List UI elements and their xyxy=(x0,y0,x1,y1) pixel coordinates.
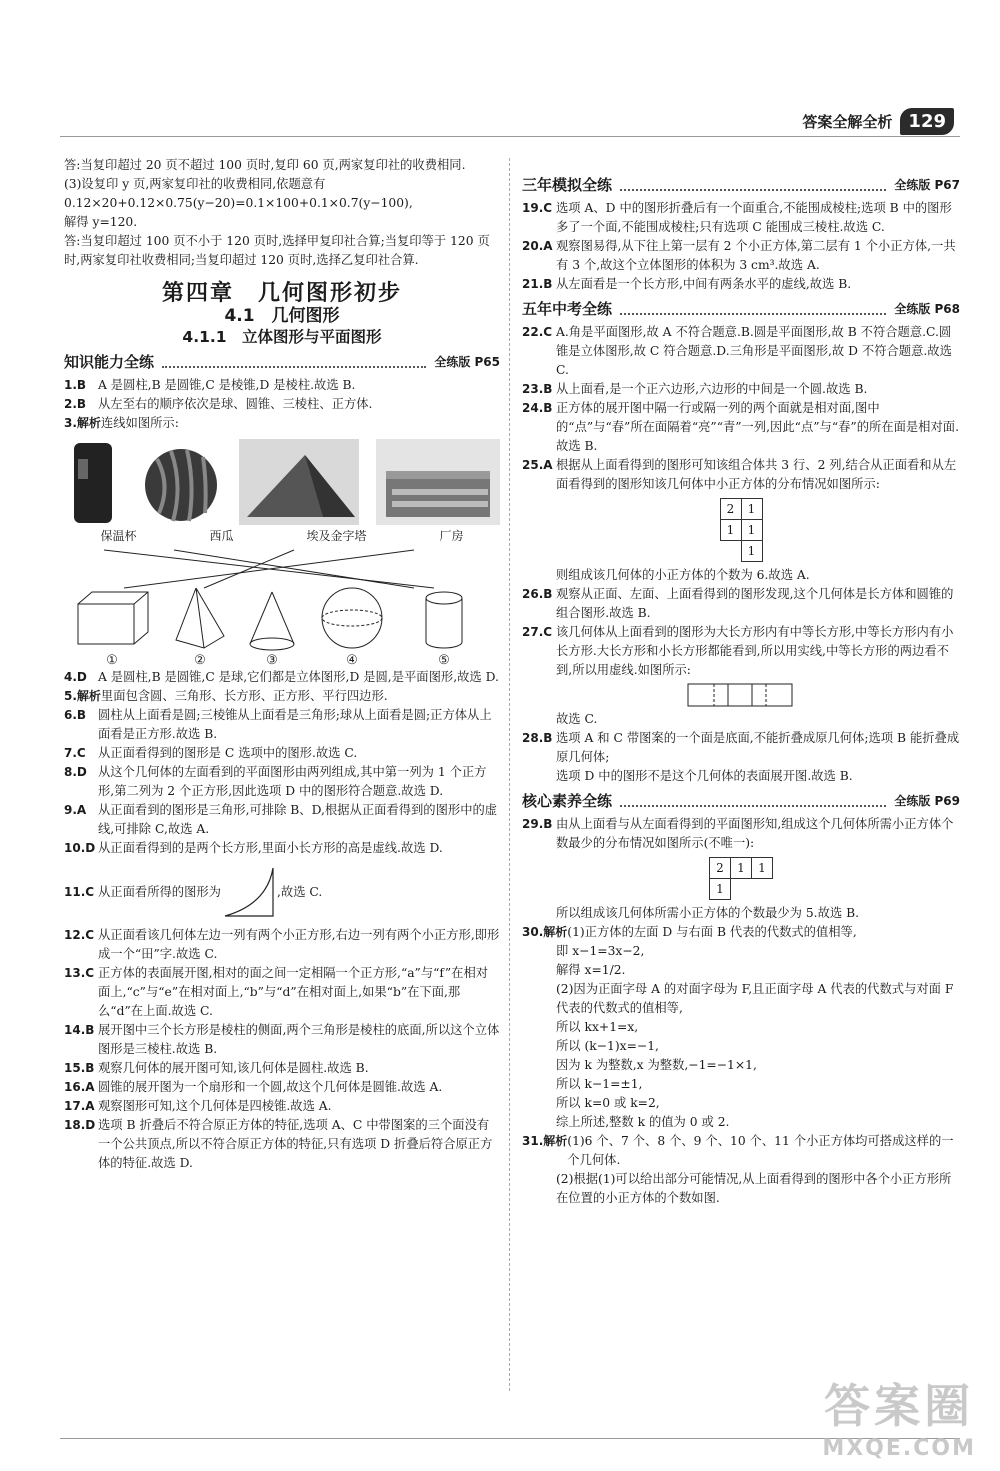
answer-item xyxy=(64,687,500,706)
intro-line: 0.12×20+0.12×0.75(y−20)=0.1×100+0.1×0.7(y−100), xyxy=(64,196,413,210)
top-view-figure xyxy=(686,680,796,710)
answer-number: 6.B xyxy=(64,708,87,722)
answer-text: 选项 A、D 中的图形折叠后有一个面重合,不能围成棱柱;选项 B 中的图形多了一个面,不能围成棱柱;只有选项 C 能围成三棱柱.故选 C. xyxy=(556,201,952,234)
answer-item xyxy=(522,399,960,456)
answer-number: 28.B xyxy=(522,731,553,745)
answer-text: 从正面看该几何体左边一列有两个小正方形,右边一列有两个小正方形,即形成一个“田”字.故选 C. xyxy=(98,928,500,961)
answer-number xyxy=(522,1056,556,1075)
grid-cell: 1 xyxy=(710,879,731,900)
answer-number: 7.C xyxy=(64,746,86,760)
answer-item xyxy=(64,1078,500,1097)
answer-number: 24.B xyxy=(522,401,553,415)
answer-number: 12.C xyxy=(64,928,95,942)
cube-count-grid xyxy=(720,498,763,562)
answer-item xyxy=(64,763,500,801)
answer-item xyxy=(64,376,500,395)
answer-item xyxy=(64,1059,500,1078)
answer-number xyxy=(522,980,556,1018)
answer-text: 正方体的展开图中隔一行或隔一列的两个面就是相对面,图中的“点”与“春”所在面隔着“亮”“青”一列,因此“点”与“春”的所在面是相对面.故选 B. xyxy=(556,401,959,453)
answer-number xyxy=(522,767,556,786)
answer-number: 22.C xyxy=(522,325,553,339)
subsection-title: 4.1.1 立体图形与平面图形 xyxy=(182,328,382,346)
answer-item xyxy=(522,961,960,980)
grid-cell: 1 xyxy=(741,520,762,541)
photo-label: 西瓜 xyxy=(209,529,234,543)
photo-label: 埃及金字塔 xyxy=(306,529,367,543)
answer-text: A.角是平面图形,故 A 不符合题意.B.圆是平面图形,故 B 不符合题意.C.圆锥是立体图形,故 C 符合题意.D.三角形是平面图形,故 D 不符合题意.故选 C. xyxy=(556,325,952,377)
answer-text: 连线如图所示: xyxy=(100,416,179,430)
answer-item xyxy=(64,395,500,414)
answer-number: 10.D xyxy=(64,841,96,855)
pyramid-photo xyxy=(239,439,359,525)
answer-text: 里面包含圆、三角形、长方形、正方形、平行四边形. xyxy=(100,689,388,703)
watermelon-photo xyxy=(141,439,221,525)
answer-item xyxy=(522,767,960,786)
answer-item xyxy=(522,1018,960,1037)
front-view-figure xyxy=(221,864,277,920)
header-title: 答案全解全析 xyxy=(802,113,893,131)
answer-text: (1)6 个、7 个、8 个、9 个、10 个、11 个小正方体均可搭成这样的一个几何体. xyxy=(567,1134,954,1167)
band-title: 知识能力全练 xyxy=(64,353,155,371)
answer-text: 观察几何体的展开图可知,该几何体是圆柱.故选 B. xyxy=(98,1061,369,1075)
section-band xyxy=(64,353,500,372)
answer-number: 13.C xyxy=(64,966,95,980)
answer-text: 正方体的表面展开图,相对的面之间一定相隔一个正方形,“a”与“f”在相对面上,“c”与“e”在相对面上,“b”与“d”在相对面上,如果“b”在下面,那么“d”在上面.故选 C. xyxy=(98,966,489,1018)
answer-text: 从上面看,是一个正六边形,六边形的中间是一个圆.故选 B. xyxy=(556,382,868,396)
answer-item xyxy=(522,980,960,1018)
band-dots xyxy=(620,304,886,315)
shape-label: ② xyxy=(194,653,206,668)
answer-text: 根据从上面看得到的图形可知该组合体共 3 行、2 列,结合从正面看和从左面看得到的图形知该几何体中小正方体的分布情况如图所示: xyxy=(556,458,957,491)
factory-photo xyxy=(376,439,500,525)
answer-text: 圆柱从上面看是圆;三棱锥从上面看是三角形;球从上面看是圆;正方体从上面看是正方形.故选 B. xyxy=(98,708,492,741)
answer-number: 15.B xyxy=(64,1061,95,1075)
band-dots xyxy=(620,796,886,807)
object-photos xyxy=(64,439,500,525)
answer-number: 3.解析 xyxy=(64,416,101,430)
answer-item xyxy=(522,199,960,237)
answer-item xyxy=(64,744,500,763)
match-line xyxy=(124,550,414,588)
section-title: 4.1 几何图形 xyxy=(224,306,340,326)
band-version: 全练版 P68 xyxy=(894,302,960,316)
page-number: 129 xyxy=(900,108,954,135)
answer-number: 4.D xyxy=(64,670,87,684)
band-version: 全练版 P69 xyxy=(894,794,960,808)
section-band xyxy=(522,792,960,811)
answer-text: 所以 k=0 或 k=2, xyxy=(556,1096,660,1110)
answer-text: 选项 A 和 C 带图案的一个面是底面,不能折叠成原几何体;选项 B 能折叠成原几何体; xyxy=(556,731,960,764)
answer-text: 展开图中三个长方形是棱柱的侧面,两个三角形是棱柱的底面,所以这个立体图形是三棱柱.故选 B. xyxy=(98,1023,500,1056)
grid-cell: 1 xyxy=(731,858,752,879)
header-rule xyxy=(60,136,960,137)
answer-item xyxy=(522,815,960,853)
answer-number: 16.A xyxy=(64,1080,95,1094)
answer-text: 所以 kx+1=x, xyxy=(556,1020,639,1034)
band-title: 核心素养全练 xyxy=(522,792,613,810)
answer-item xyxy=(522,237,960,275)
answer-item xyxy=(522,456,960,494)
thermos-photo xyxy=(64,439,124,525)
shape-label: ⑤ xyxy=(438,653,450,668)
answer-text: 由从上面看与从左面看得到的平面图形知,组成这个几何体所需小正方体个数最少的分布情况如图所示(不唯一): xyxy=(556,817,954,850)
grid-cell: 2 xyxy=(710,858,731,879)
answer-item xyxy=(64,1097,500,1116)
matching-diagram xyxy=(64,548,500,668)
answer-text: 解得 x=1/2. xyxy=(556,963,626,977)
answer-number: 19.C xyxy=(522,201,553,215)
grid-cell xyxy=(720,541,741,562)
answer-item xyxy=(522,623,960,680)
watermark-logo: 答案圈 xyxy=(824,1379,975,1433)
answer-number: 21.B xyxy=(522,277,553,291)
grid-cell xyxy=(731,879,752,900)
answer-item xyxy=(522,1170,960,1208)
right-column xyxy=(522,170,960,1208)
answer-text: 从左面看是一个长方形,中间有两条水平的虚线,故选 B. xyxy=(556,277,852,291)
answer-item xyxy=(522,1075,960,1094)
shape-label: ③ xyxy=(266,653,278,668)
answer-item xyxy=(64,668,500,687)
shape-label: ④ xyxy=(346,653,358,668)
answer-text: 则组成该几何体的小正方体的个数为 6.故选 A. xyxy=(556,568,810,582)
answer-item xyxy=(64,964,500,1021)
column-divider xyxy=(509,158,510,1391)
answer-number: 17.A xyxy=(64,1099,95,1113)
answer-number: 26.B xyxy=(522,587,553,601)
answer-number: 5.解析 xyxy=(64,689,101,703)
band-title: 三年模拟全练 xyxy=(522,176,613,194)
answer-number xyxy=(522,1094,556,1113)
answer-item xyxy=(64,801,500,839)
answer-text: A 是圆柱,B 是圆锥,C 是球,它们都是立体图形,D 是圆,是平面图形,故选 D. xyxy=(98,670,499,684)
answer-item xyxy=(522,942,960,961)
answer-number: 11.C xyxy=(64,884,95,899)
answer-text: 因为 k 为整数,x 为整数,−1=−1×1, xyxy=(556,1058,757,1072)
answer-text: 故选 C. xyxy=(556,712,598,726)
chapter-title: 第四章 几何图形初步 xyxy=(161,281,402,306)
answer-text: 选项 D 中的图形不是这个几何体的表面展开图.故选 B. xyxy=(556,769,853,783)
answer-item xyxy=(64,864,500,920)
answer-item xyxy=(522,585,960,623)
answer-text: 从正面看得到的图形是 C 选项中的图形.故选 C. xyxy=(98,746,358,760)
answer-number: 25.A xyxy=(522,458,553,472)
grid-cell: 1 xyxy=(720,520,741,541)
answer-number xyxy=(522,1075,556,1094)
answer-text: 从这个几何体的左面看到的平面图形由两列组成,其中第一列为 1 个正方形,第二列为 2 个正方形,因此选项 D 中的图形符合题意.故选 D. xyxy=(98,765,487,798)
photo-label: 保温杯 xyxy=(100,529,137,543)
answer-number xyxy=(522,1113,556,1132)
answer-number: 1.B xyxy=(64,378,87,392)
answer-item xyxy=(522,1056,960,1075)
answer-number xyxy=(522,942,556,961)
watermark xyxy=(822,1370,976,1461)
answer-item xyxy=(522,1132,960,1170)
answer-text: 选项 B 折叠后不符合原正方体的特征,选项 A、C 中带图案的三个面没有一个公共顶点,所以不符合原正方体的特征,只有选项 D 折叠后符合原正方体的特征.故选 D. xyxy=(98,1118,493,1170)
answer-text: 从正面看得到的是两个长方形,里面小长方形的高是虚线.故选 D. xyxy=(98,841,443,855)
answer-text: ,故选 C. xyxy=(276,884,323,899)
answer-item xyxy=(64,926,500,964)
answer-text: 观察图形可知,这个几何体是四棱锥.故选 A. xyxy=(98,1099,332,1113)
answer-number: 18.D xyxy=(64,1118,96,1132)
answer-number: 2.B xyxy=(64,397,87,411)
answer-item xyxy=(522,275,960,294)
answer-number xyxy=(522,961,556,980)
cone-shape xyxy=(250,592,294,650)
band-version: 全练版 P65 xyxy=(434,355,500,369)
grid-cell: 1 xyxy=(752,858,773,879)
photo-labels xyxy=(64,527,500,546)
answer-number: 30.解析 xyxy=(522,925,568,939)
answer-item xyxy=(64,1021,500,1059)
photo-label: 厂房 xyxy=(439,529,464,543)
grid-cell: 1 xyxy=(741,499,762,520)
answer-text: 该几何体从上面看到的图形为大长方形内有中等长方形,中等长方形内有小长方形.大长方形和小长方形都能看到,所以用实线,中等长方形的两边看不到,所以用虚线.如图所示: xyxy=(556,625,954,677)
answer-number: 29.B xyxy=(522,817,553,831)
answer-number xyxy=(522,1037,556,1056)
answer-number: 27.C xyxy=(522,625,553,639)
band-dots xyxy=(162,357,426,368)
watermark-url: MXQE.COM xyxy=(822,1436,976,1461)
answer-item xyxy=(522,1037,960,1056)
grid-cell xyxy=(752,879,773,900)
answer-item xyxy=(522,923,960,942)
answer-text: 观察图易得,从下往上第一层有 2 个小正方体,第二层有 1 个小正方体,一共有 3 个,故这个立体图形的体积为 3 cm³.故选 A. xyxy=(556,239,956,272)
grid-cell: 1 xyxy=(741,541,762,562)
answer-text: (2)因为正面字母 A 的对面字母为 F,且正面字母 A 代表的代数式与对面 F 代表的代数式的值相等, xyxy=(556,982,954,1015)
band-version: 全练版 P67 xyxy=(894,178,960,192)
page-header xyxy=(802,108,954,135)
cuboid-shape xyxy=(78,592,148,644)
answer-text: 观察从正面、左面、上面看得到的图形发现,这个几何体是长方体和圆锥的组合图形.故选 B. xyxy=(556,587,954,620)
answer-number xyxy=(522,1170,556,1208)
answer-item xyxy=(522,323,960,380)
left-column xyxy=(64,156,500,1173)
answer-number xyxy=(522,1018,556,1037)
answer-text: 圆锥的展开图为一个扇形和一个圆,故这个几何体是圆锥.故选 A. xyxy=(98,1080,443,1094)
cube-count-grid xyxy=(709,857,773,900)
answer-text: 从左至右的顺序依次是球、圆锥、三棱柱、正方体. xyxy=(98,397,373,411)
match-line xyxy=(174,550,414,588)
answer-item xyxy=(64,1116,500,1173)
cylinder-shape xyxy=(426,592,462,648)
answer-number: 23.B xyxy=(522,382,553,396)
band-dots xyxy=(620,180,886,191)
answer-item xyxy=(522,1094,960,1113)
answer-item xyxy=(522,1113,960,1132)
section-band xyxy=(522,176,960,195)
answer-text: 所以 k−1=±1, xyxy=(556,1077,643,1091)
pyramid-shape xyxy=(176,588,224,648)
band-title: 五年中考全练 xyxy=(522,300,613,318)
answer-text: A 是圆柱,B 是圆锥,C 是棱锥,D 是棱柱.故选 B. xyxy=(98,378,356,392)
answer-item xyxy=(64,706,500,744)
answer-number: 14.B xyxy=(64,1023,95,1037)
intro-line: (3)设复印 y 页,两家复印社的收费相同,依题意有 xyxy=(64,177,326,191)
grid-cell: 2 xyxy=(720,499,741,520)
answer-text: 即 x−1=3x−2, xyxy=(556,944,645,958)
intro-line: 答:当复印超过 100 页不小于 120 页时,选择甲复印社合算;当复印等于 120 页时,两家复印社收费相同;当复印超过 120 页时,选择乙复印社合算. xyxy=(64,234,490,267)
answer-number: 9.A xyxy=(64,803,87,817)
answer-text: 从正面看所得的图形为 xyxy=(98,884,221,899)
answer-number: 31.解析 xyxy=(522,1134,568,1148)
answer-text: (2)根据(1)可以给出部分可能情况,从上面看得到的图形中各个小正方形所在位置的小正方体的个数如图. xyxy=(556,1172,952,1205)
section-band xyxy=(522,300,960,319)
intro-line: 答:当复印超过 20 页不超过 100 页时,复印 60 页,两家复印社的收费相同. xyxy=(64,158,466,172)
answer-text: 所以组成该几何体所需小正方体的个数最少为 5.故选 B. xyxy=(556,906,860,920)
answer-number: 20.A xyxy=(522,239,553,253)
answer-number: 8.D xyxy=(64,765,87,779)
answer-text: (1)正方体的左面 D 与右面 B 代表的代数式的值相等, xyxy=(567,925,857,939)
answer-item xyxy=(522,380,960,399)
answer-item xyxy=(64,414,500,433)
answer-item xyxy=(522,729,960,767)
sphere-shape xyxy=(322,588,382,648)
answer-item xyxy=(64,839,500,858)
match-line xyxy=(204,550,294,588)
answer-text: 综上所述,整数 k 的值为 0 或 2. xyxy=(556,1115,730,1129)
answer-text: 所以 (k−1)x=−1, xyxy=(556,1039,659,1053)
shape-label: ① xyxy=(106,653,118,668)
answer-text: 从正面看到的图形是三角形,可排除 B、D,根据从正面看得到的图形中的虚线,可排除 C,故选 A. xyxy=(98,803,498,836)
intro-line: 解得 y=120. xyxy=(64,215,138,229)
